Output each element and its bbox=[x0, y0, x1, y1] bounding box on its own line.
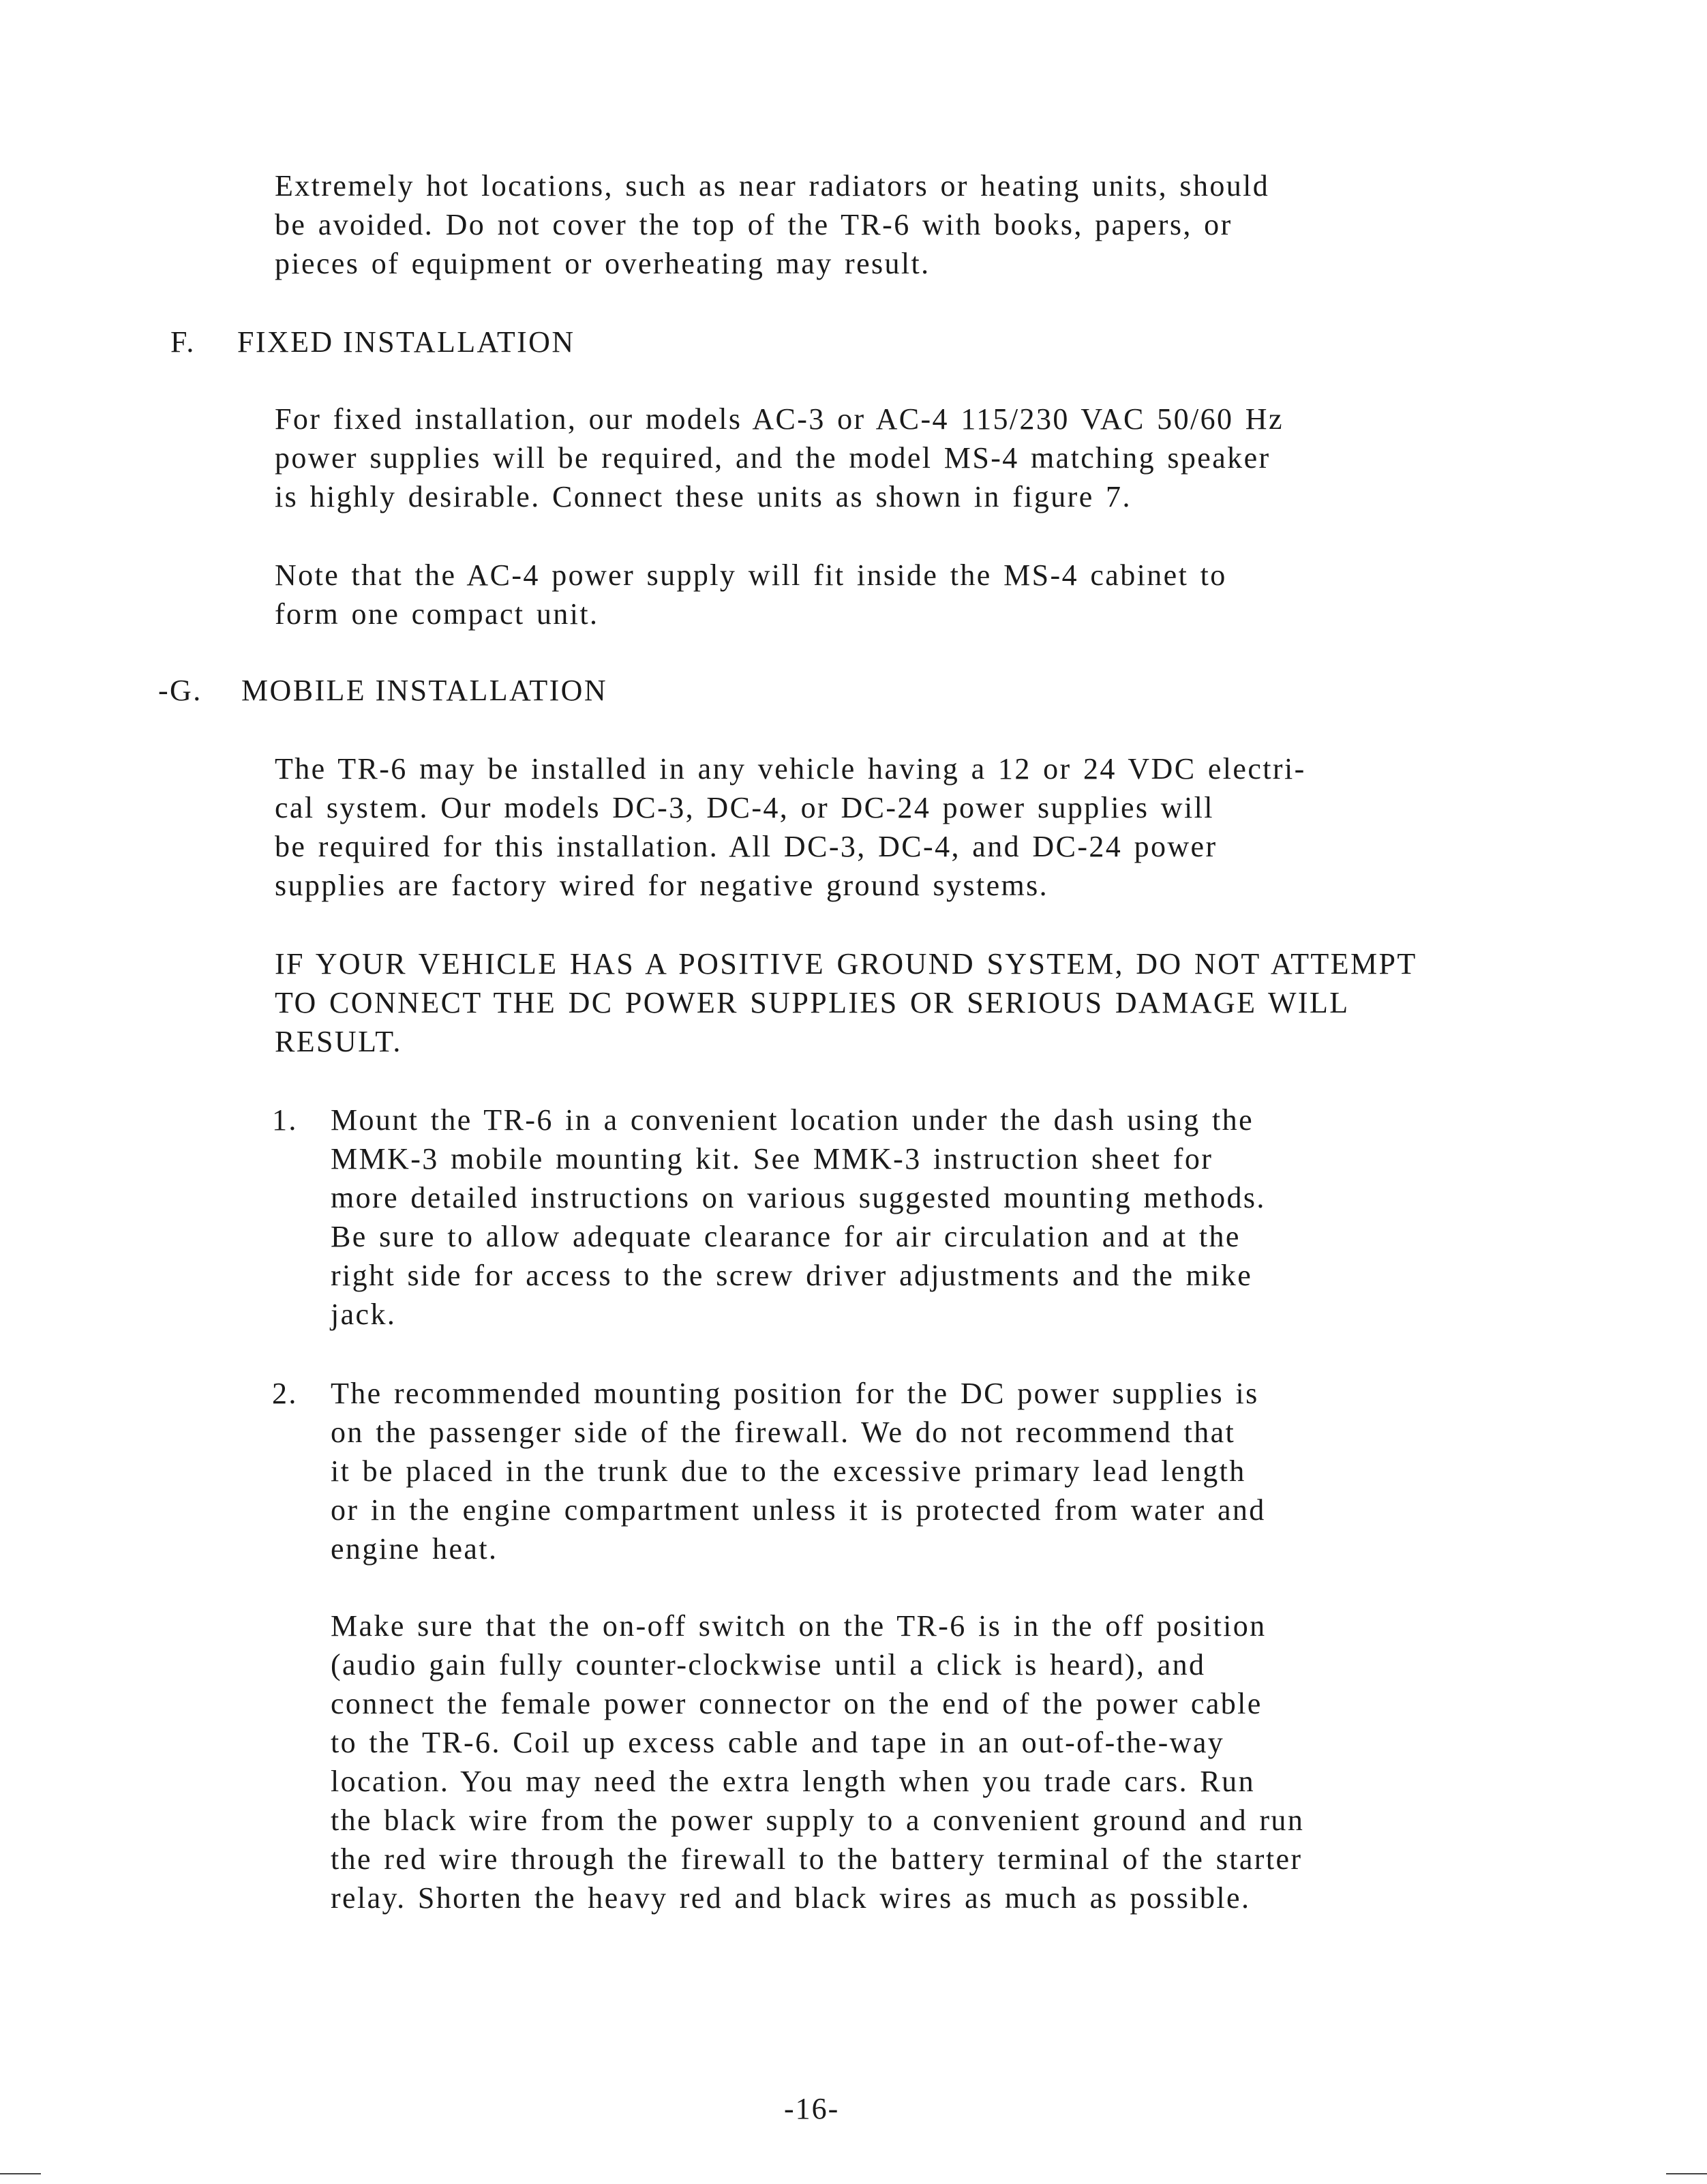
scan-edge-left bbox=[0, 2173, 41, 2174]
text-line: Extremely hot locations, such as near radiators or heating units, should bbox=[275, 169, 1270, 203]
text-line: engine heat. bbox=[331, 1532, 498, 1566]
list-item-2-continuation bbox=[331, 1606, 1304, 1917]
text-line: location. You may need the extra length when you trade cars. Run bbox=[331, 1765, 1255, 1798]
text-line: pieces of equipment or overheating may result. bbox=[275, 247, 931, 280]
page-number: -16- bbox=[784, 2092, 840, 2125]
text-line: cal system. Our models DC-3, DC-4, or DC-24 power supplies will bbox=[275, 791, 1214, 824]
text-line: to the TR-6. Coil up excess cable and tape in an out-of-the-way bbox=[331, 1726, 1225, 1759]
text-line: connect the female power connector on the end of the power cable bbox=[331, 1687, 1263, 1720]
text-line: Make sure that the on-off switch on the TR-6 is in the off position bbox=[331, 1609, 1267, 1643]
text-line: the black wire from the power supply to a convenient ground and run bbox=[331, 1804, 1305, 1837]
list-item-number-2: 2. bbox=[272, 1377, 298, 1410]
fixed-install-paragraph-1 bbox=[275, 400, 1284, 516]
section-g-label: -G. bbox=[158, 674, 202, 707]
mobile-install-paragraph bbox=[275, 749, 1306, 905]
section-f-title: FIXED INSTALLATION bbox=[237, 325, 575, 359]
list-item-1 bbox=[331, 1101, 1266, 1334]
text-line: For fixed installation, our models AC-3 or AC-4 115/230 VAC 50/60 Hz bbox=[275, 402, 1284, 436]
text-line: The recommended mounting position for the DC power supplies is bbox=[331, 1377, 1259, 1410]
text-line: relay. Shorten the heavy red and black wires as much as possible. bbox=[331, 1881, 1251, 1915]
text-line: right side for access to the screw driver adjustments and the mike bbox=[331, 1259, 1253, 1292]
text-line: the red wire through the firewall to the battery terminal of the starter bbox=[331, 1842, 1303, 1876]
text-line: IF YOUR VEHICLE HAS A POSITIVE GROUND SYSTEM, DO NOT ATTEMPT bbox=[275, 947, 1417, 981]
text-line: it be placed in the trunk due to the excessive primary lead length bbox=[331, 1454, 1246, 1488]
text-line: be required for this installation. All DC-3, DC-4, and DC-24 power bbox=[275, 830, 1218, 863]
section-f-label: F. bbox=[170, 325, 196, 359]
text-line: MMK-3 mobile mounting kit. See MMK-3 instruction sheet for bbox=[331, 1142, 1213, 1176]
text-line: supplies are factory wired for negative ground systems. bbox=[275, 869, 1049, 902]
text-line: be avoided. Do not cover the top of the TR-6 with books, papers, or bbox=[275, 208, 1233, 241]
scan-edge-right bbox=[1666, 2173, 1707, 2174]
text-line: on the passenger side of the firewall. We do not recommend that bbox=[331, 1416, 1236, 1449]
text-line: form one compact unit. bbox=[275, 597, 599, 631]
text-line: The TR-6 may be installed in any vehicle having a 12 or 24 VDC electri- bbox=[275, 752, 1306, 786]
text-line: jack. bbox=[331, 1298, 397, 1331]
text-line: power supplies will be required, and the model MS-4 matching speaker bbox=[275, 441, 1271, 475]
intro-paragraph bbox=[275, 166, 1269, 283]
text-line: more detailed instructions on various suggested mounting methods. bbox=[331, 1181, 1266, 1214]
text-line: Note that the AC-4 power supply will fit inside the MS-4 cabinet to bbox=[275, 558, 1227, 592]
text-line: or in the engine compartment unless it is protected from water and bbox=[331, 1493, 1266, 1527]
text-line: TO CONNECT THE DC POWER SUPPLIES OR SERIOUS DAMAGE WILL bbox=[275, 986, 1350, 1019]
list-item-number-1: 1. bbox=[272, 1103, 298, 1137]
section-g-title: MOBILE INSTALLATION bbox=[241, 674, 608, 707]
text-line: (audio gain fully counter-clockwise until a click is heard), and bbox=[331, 1648, 1206, 1681]
text-line: Be sure to allow adequate clearance for air circulation and at the bbox=[331, 1220, 1241, 1253]
list-item-2 bbox=[331, 1374, 1266, 1568]
text-line: Mount the TR-6 in a convenient location under the dash using the bbox=[331, 1103, 1254, 1137]
text-line: RESULT. bbox=[275, 1025, 402, 1058]
positive-ground-warning bbox=[275, 944, 1417, 1061]
text-line: is highly desirable. Connect these units as shown in figure 7. bbox=[275, 480, 1132, 513]
fixed-install-paragraph-2 bbox=[275, 556, 1227, 633]
